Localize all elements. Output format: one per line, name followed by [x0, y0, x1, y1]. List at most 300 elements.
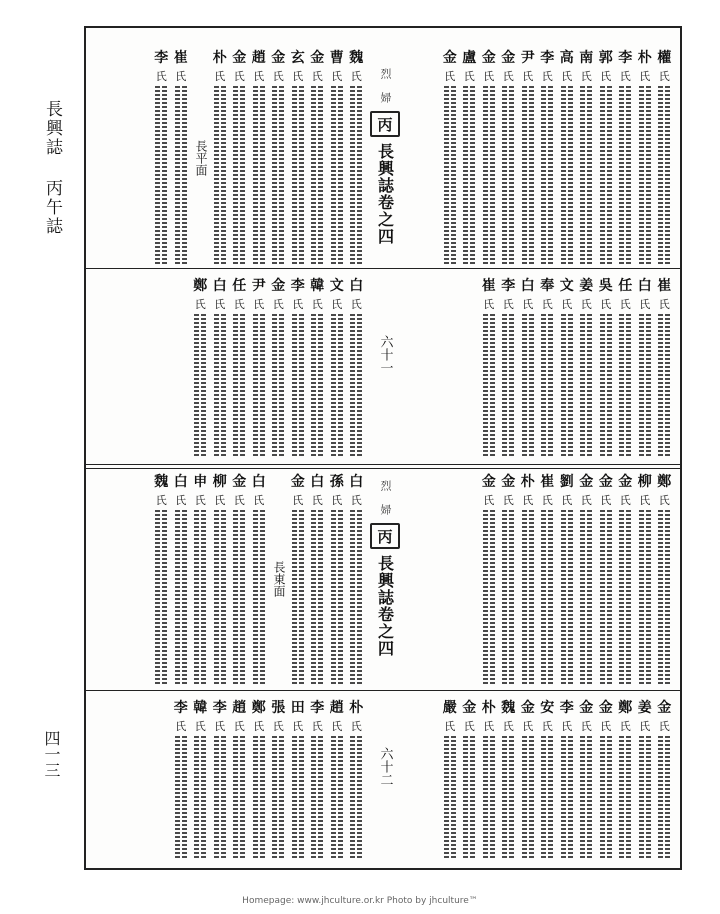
shi-character: 氏 [155, 70, 167, 83]
surname-entry [171, 474, 191, 684]
surname: 金 [501, 474, 516, 490]
surname-entry [347, 278, 367, 458]
entry-text-block [501, 736, 515, 860]
shi-character: 氏 [350, 720, 362, 733]
shi-character: 氏 [541, 298, 553, 311]
surname-entry [538, 474, 558, 684]
surname-entry [288, 474, 308, 684]
surname-entry [635, 474, 655, 684]
entry-text-block [232, 314, 246, 458]
entry-text-block [154, 86, 168, 265]
entry-text-block [462, 86, 476, 265]
shi-character: 氏 [292, 70, 304, 83]
entry-text-block [310, 510, 324, 684]
surname: 柳 [212, 474, 227, 490]
surname: 李 [290, 278, 305, 294]
surname-entry [479, 474, 499, 684]
shi-character: 氏 [331, 70, 343, 83]
entry-text-block [193, 314, 207, 458]
surname: 韓 [193, 700, 208, 716]
surname: 嚴 [442, 700, 457, 716]
bottom-upper-left-entries [96, 474, 366, 684]
surname-entry [518, 700, 538, 860]
shi-character: 氏 [155, 494, 167, 507]
shi-character: 氏 [311, 720, 323, 733]
surname-entry [152, 50, 172, 265]
surname-entry [327, 50, 347, 265]
document-page [84, 26, 682, 870]
surname: 金 [462, 700, 477, 716]
entry-text-block [540, 86, 554, 265]
surname: 白 [173, 474, 188, 490]
entry-text-block [443, 86, 457, 265]
shi-character: 氏 [311, 494, 323, 507]
entry-text-block [291, 86, 305, 265]
shi-character: 氏 [233, 298, 245, 311]
bottom-row-divider [86, 690, 680, 691]
surname-entry [518, 50, 538, 265]
surname: 李 [173, 700, 188, 716]
surname: 白 [637, 278, 652, 294]
entry-text-block [540, 314, 554, 458]
entry-text-block [482, 736, 496, 860]
entry-text-block [657, 736, 671, 860]
surname-entry [347, 474, 367, 684]
surname: 任 [618, 278, 633, 294]
shi-character: 氏 [600, 720, 612, 733]
surname: 金 [310, 50, 325, 66]
surname-entry [249, 474, 269, 684]
shi-character: 氏 [214, 494, 226, 507]
surname-entry [557, 700, 577, 860]
surname-entry [230, 474, 250, 684]
entry-text-block [560, 86, 574, 265]
entry-text-block [482, 86, 496, 265]
surname-entry [499, 474, 519, 684]
entry-text-block [443, 736, 457, 860]
shi-character: 氏 [253, 298, 265, 311]
surname: 鄭 [193, 278, 208, 294]
entry-text-block [657, 314, 671, 458]
surname: 金 [481, 474, 496, 490]
shi-character: 氏 [444, 70, 456, 83]
top-upper-right-entries [404, 50, 674, 265]
surname: 李 [540, 50, 555, 66]
entry-text-block [482, 510, 496, 684]
surname: 金 [290, 474, 305, 490]
surname: 安 [540, 700, 555, 716]
surname: 金 [232, 50, 247, 66]
surname: 金 [618, 474, 633, 490]
shi-character: 氏 [292, 298, 304, 311]
shi-character: 氏 [272, 70, 284, 83]
entry-text-block [618, 86, 632, 265]
surname: 曹 [329, 50, 344, 66]
surname-entry [249, 278, 269, 458]
surname-entry [210, 474, 230, 684]
entry-text-block [579, 314, 593, 458]
bottom-lower-right-entries [404, 700, 674, 860]
surname-entry [499, 50, 519, 265]
entry-text-block [213, 86, 227, 265]
surname: 白 [310, 474, 325, 490]
shi-character: 氏 [522, 70, 534, 83]
shi-character: 氏 [463, 720, 475, 733]
surname: 玄 [290, 50, 305, 66]
top-volume-mark: 丙 [370, 111, 400, 137]
shi-character: 氏 [292, 720, 304, 733]
shi-character: 氏 [483, 298, 495, 311]
surname-entry [308, 474, 328, 684]
entry-text-block [540, 510, 554, 684]
surname: 尹 [251, 278, 266, 294]
surname: 崔 [481, 278, 496, 294]
entry-text-block [560, 510, 574, 684]
surname: 白 [251, 474, 266, 490]
surname-entry [440, 700, 460, 860]
surname: 姜 [637, 700, 652, 716]
surname: 文 [559, 278, 574, 294]
surname-entry [616, 278, 636, 458]
shi-character: 氏 [619, 298, 631, 311]
bottom-lower-left-entries [96, 700, 366, 860]
surname: 金 [501, 50, 516, 66]
surname: 趙 [232, 700, 247, 716]
entry-text-block [271, 314, 285, 458]
surname-entry [538, 700, 558, 860]
surname-entry [460, 700, 480, 860]
entry-text-block [349, 510, 363, 684]
shi-character: 氏 [541, 494, 553, 507]
bottom-category-label: 烈 婦 [379, 480, 392, 515]
surname-entry [596, 278, 616, 458]
surname-entry [557, 474, 577, 684]
entry-text-block [310, 736, 324, 860]
entry-text-block [252, 86, 266, 265]
surname-entry [557, 278, 577, 458]
shi-character: 氏 [541, 70, 553, 83]
surname-entry [440, 50, 460, 265]
surname: 魏 [154, 474, 169, 490]
shi-character: 氏 [194, 298, 206, 311]
surname: 白 [212, 278, 227, 294]
surname: 南 [579, 50, 594, 66]
surname: 文 [329, 278, 344, 294]
entry-text-block [291, 736, 305, 860]
surname-entry [327, 700, 347, 860]
surname-entry [577, 50, 597, 265]
surname: 金 [579, 474, 594, 490]
shi-character: 氏 [194, 494, 206, 507]
entry-text-block [638, 314, 652, 458]
surname: 朴 [481, 700, 496, 716]
entry-text-block [482, 314, 496, 458]
surname-entry [616, 474, 636, 684]
surname-entry [655, 474, 675, 684]
shi-character: 氏 [580, 494, 592, 507]
entry-text-block [174, 510, 188, 684]
surname-entry [269, 700, 289, 860]
surname-entry [347, 50, 367, 265]
surname: 奉 [540, 278, 555, 294]
surname: 金 [598, 474, 613, 490]
shi-character: 氏 [580, 70, 592, 83]
surname: 吳 [598, 278, 613, 294]
shi-character: 氏 [600, 494, 612, 507]
surname: 金 [271, 278, 286, 294]
surname: 尹 [520, 50, 535, 66]
entry-text-block [232, 86, 246, 265]
surname-entry [518, 278, 538, 458]
surname-entry [616, 700, 636, 860]
surname-entry [191, 474, 211, 684]
shi-character: 氏 [522, 720, 534, 733]
surname-entry [288, 700, 308, 860]
surname-entry [479, 278, 499, 458]
entry-text-block [310, 86, 324, 265]
entry-text-block [618, 736, 632, 860]
shi-character: 氏 [214, 720, 226, 733]
surname: 崔 [173, 50, 188, 66]
surname-entry [210, 700, 230, 860]
surname: 李 [212, 700, 227, 716]
surname-entry [655, 700, 675, 860]
shi-character: 氏 [639, 70, 651, 83]
surname: 李 [618, 50, 633, 66]
shi-character: 氏 [311, 298, 323, 311]
surname-entry [479, 700, 499, 860]
shi-character: 氏 [175, 720, 187, 733]
district-heading: 長東面 [272, 561, 286, 597]
shi-character: 氏 [619, 494, 631, 507]
shi-character: 氏 [639, 494, 651, 507]
surname: 鄭 [657, 474, 672, 490]
surname: 孫 [329, 474, 344, 490]
shi-character: 氏 [311, 70, 323, 83]
entry-text-block [618, 314, 632, 458]
entry-text-block [291, 314, 305, 458]
entry-text-block [310, 314, 324, 458]
surname: 朴 [520, 474, 535, 490]
shi-character: 氏 [292, 494, 304, 507]
shi-character: 氏 [253, 720, 265, 733]
surname: 金 [481, 50, 496, 66]
shi-character: 氏 [639, 720, 651, 733]
shi-character: 氏 [619, 720, 631, 733]
shi-character: 氏 [541, 720, 553, 733]
shi-character: 氏 [639, 298, 651, 311]
entry-text-block [271, 86, 285, 265]
surname-entry [327, 278, 347, 458]
surname: 李 [154, 50, 169, 66]
entry-text-block [174, 736, 188, 860]
entry-text-block [154, 510, 168, 684]
surname-entry [655, 50, 675, 265]
entry-text-block [232, 736, 246, 860]
surname-entry [479, 50, 499, 265]
shi-character: 氏 [658, 720, 670, 733]
entry-text-block [638, 510, 652, 684]
surname: 權 [657, 50, 672, 66]
shi-character: 氏 [483, 720, 495, 733]
surname-entry [152, 474, 172, 684]
surname-entry [347, 700, 367, 860]
shi-character: 氏 [350, 494, 362, 507]
shi-character: 氏 [561, 298, 573, 311]
shi-character: 氏 [502, 70, 514, 83]
shi-character: 氏 [600, 70, 612, 83]
entry-text-block [560, 314, 574, 458]
shi-character: 氏 [580, 720, 592, 733]
shi-character: 氏 [600, 298, 612, 311]
top-lower-left-entries [96, 278, 366, 458]
shi-character: 氏 [194, 720, 206, 733]
shi-character: 氏 [253, 70, 265, 83]
surname: 田 [290, 700, 305, 716]
entry-text-block [521, 86, 535, 265]
surname-entry [538, 50, 558, 265]
surname: 柳 [637, 474, 652, 490]
surname-entry [210, 50, 230, 265]
entry-text-block [193, 736, 207, 860]
shi-character: 氏 [233, 494, 245, 507]
book-title: 長興誌 丙午誌 [42, 100, 62, 236]
entry-text-block [579, 510, 593, 684]
entry-text-block [174, 86, 188, 265]
shi-character: 氏 [331, 298, 343, 311]
surname: 韓 [310, 278, 325, 294]
shi-character: 氏 [253, 494, 265, 507]
entry-text-block [349, 86, 363, 265]
surname: 金 [271, 50, 286, 66]
entry-text-block [330, 314, 344, 458]
surname: 劉 [559, 474, 574, 490]
entry-text-block [349, 314, 363, 458]
shi-character: 氏 [350, 70, 362, 83]
entry-text-block [599, 736, 613, 860]
surname: 白 [349, 278, 364, 294]
entry-text-block [560, 736, 574, 860]
shi-character: 氏 [483, 70, 495, 83]
entry-text-block [599, 510, 613, 684]
surname: 金 [442, 50, 457, 66]
surname-entry [191, 278, 211, 458]
entry-text-block [521, 510, 535, 684]
entry-text-block [657, 86, 671, 265]
surname: 朴 [212, 50, 227, 66]
entry-text-block [193, 510, 207, 684]
entry-text-block [521, 314, 535, 458]
entry-text-block [501, 314, 515, 458]
shi-character: 氏 [272, 720, 284, 733]
surname-entry [308, 278, 328, 458]
surname-entry [596, 700, 616, 860]
entry-text-block [330, 510, 344, 684]
shi-character: 氏 [175, 70, 187, 83]
surname-entry [171, 50, 191, 265]
shi-character: 氏 [619, 70, 631, 83]
entry-text-block [521, 736, 535, 860]
entry-text-block [213, 736, 227, 860]
shi-character: 氏 [350, 298, 362, 311]
surname-entry [191, 700, 211, 860]
surname: 金 [232, 474, 247, 490]
surname: 鄭 [251, 700, 266, 716]
shi-character: 氏 [444, 720, 456, 733]
shi-character: 氏 [483, 494, 495, 507]
surname-entry [249, 700, 269, 860]
surname: 金 [579, 700, 594, 716]
shi-character: 氏 [502, 494, 514, 507]
entry-text-block [252, 510, 266, 684]
shi-character: 氏 [658, 494, 670, 507]
half-divider [86, 464, 680, 469]
surname-entry [460, 50, 480, 265]
top-lower-right-entries [404, 278, 674, 458]
surname: 朴 [349, 700, 364, 716]
entry-text-block [330, 736, 344, 860]
shi-character: 氏 [658, 298, 670, 311]
surname-entry [499, 700, 519, 860]
surname-entry [577, 474, 597, 684]
surname: 李 [559, 700, 574, 716]
entry-text-block [232, 510, 246, 684]
shi-character: 氏 [175, 494, 187, 507]
surname-entry [616, 50, 636, 265]
entry-text-block [291, 510, 305, 684]
entry-text-block [599, 86, 613, 265]
entry-text-block [252, 736, 266, 860]
surname-entry [171, 700, 191, 860]
entry-text-block [579, 86, 593, 265]
surname-entry [596, 474, 616, 684]
surname-entry [518, 474, 538, 684]
surname-entry [230, 700, 250, 860]
shi-character: 氏 [272, 298, 284, 311]
surname-entry [655, 278, 675, 458]
surname: 張 [271, 700, 286, 716]
entry-text-block [501, 510, 515, 684]
surname-entry [577, 700, 597, 860]
bottom-center-column [367, 480, 403, 810]
shi-character: 氏 [561, 70, 573, 83]
surname-entry [308, 700, 328, 860]
bottom-page-number: 六十二 [377, 747, 393, 786]
surname-entry [269, 50, 289, 265]
shi-character: 氏 [214, 70, 226, 83]
entry-text-block [213, 510, 227, 684]
surname: 白 [520, 278, 535, 294]
surname: 李 [501, 278, 516, 294]
surname-entry [308, 50, 328, 265]
surname-entry [635, 278, 655, 458]
surname: 鄭 [618, 700, 633, 716]
bottom-volume-mark: 丙 [370, 523, 400, 549]
surname: 趙 [329, 700, 344, 716]
surname: 任 [232, 278, 247, 294]
entry-text-block [349, 736, 363, 860]
shi-character: 氏 [233, 70, 245, 83]
entry-text-block [579, 736, 593, 860]
photo-credit: Homepage: www.jhculture.or.kr Photo by jhculture™ [242, 896, 478, 906]
entry-text-block [638, 86, 652, 265]
surname-entry [499, 278, 519, 458]
surname-entry [210, 278, 230, 458]
entry-text-block [540, 736, 554, 860]
bottom-upper-right-entries [404, 474, 674, 684]
surname: 盧 [462, 50, 477, 66]
surname-entry [288, 50, 308, 265]
